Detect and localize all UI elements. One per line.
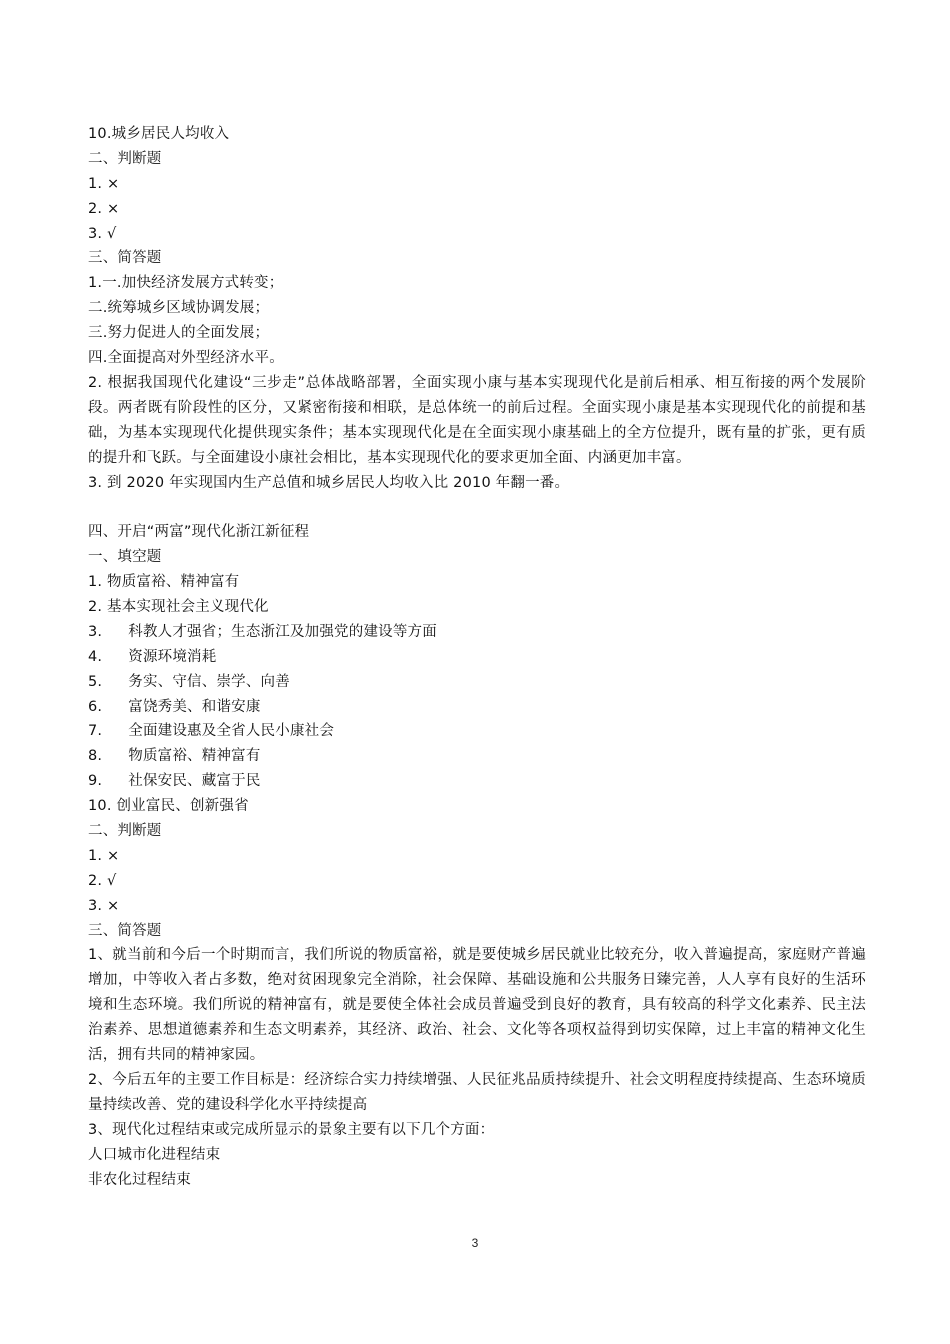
answer-line xyxy=(88,769,866,794)
document-body xyxy=(88,122,866,1192)
answer-line xyxy=(88,620,866,645)
item-text: 资源环境消耗 xyxy=(128,648,217,665)
answer-line xyxy=(88,744,866,769)
answer-line: 四.全面提高对外型经济水平。 xyxy=(88,350,284,367)
item-number: 9. xyxy=(88,773,103,790)
answer-line: 10.城乡居民人均收入 xyxy=(88,126,230,142)
item-text: 科教人才强省；生态浙江及加强党的建设等方面 xyxy=(128,623,437,640)
answer-line: 3、现代化过程结束或完成所显示的景象主要有以下几个方面： xyxy=(88,1121,495,1138)
item-text: 务实、守信、崇学、向善 xyxy=(128,673,290,690)
section-heading: 三、简答题 xyxy=(88,250,162,267)
item-text: 全面建设惠及全省人民小康社会 xyxy=(128,723,335,740)
blank-line xyxy=(88,495,866,520)
answer-line: 二.统筹城乡区域协调发展； xyxy=(88,300,270,317)
answer-line: 三.努力促进人的全面发展； xyxy=(88,325,270,342)
item-text: 富饶秀美、和谐安康 xyxy=(128,698,261,715)
answer-line: 人口城市化进程结束 xyxy=(88,1146,221,1163)
item-text: 社保安民、藏富于民 xyxy=(128,773,261,790)
answer-line: 非农化过程结束 xyxy=(88,1171,191,1188)
answer-line: 1. × xyxy=(88,175,120,192)
section-heading: 一、填空题 xyxy=(88,549,162,566)
answer-line: 3. 到 2020 年实现国内生产总值和城乡居民人均收入比 2010 年翻一番。 xyxy=(88,474,570,491)
item-text: 物质富裕、精神富有 xyxy=(128,748,261,765)
item-number: 8. xyxy=(88,748,103,765)
answer-line: 2. 基本实现社会主义现代化 xyxy=(88,598,269,615)
page-number: 3 xyxy=(471,1236,479,1250)
item-number: 6. xyxy=(88,698,103,715)
answer-line: 2. × xyxy=(88,200,120,217)
answer-line xyxy=(88,670,866,695)
answer-line: 1.一.加快经济发展方式转变； xyxy=(88,275,284,292)
item-number: 5. xyxy=(88,673,103,690)
answer-paragraph: 1、就当前和今后一个时期而言，我们所说的物质富裕，就是要使城乡居民就业比较充分，收入普遍提高，家庭财产普遍增加，中等收入者占多数，绝对贫困现象完全消除，社会保障、基础设施和公共服务日臻完善，人人享有良好的生活环境和生态环境。我们所说的精神富有，就是要使全体社会成员普遍受到良好的教育，具有较高的科学文化素养、民主法治素养、思想道德素养和生态文明素养，其经济、政治、社会、文化等各项权益得到切实保障，过上丰富的精神文化生活，拥有共同的精神家园。 xyxy=(88,947,866,1064)
section-heading: 二、判断题 xyxy=(88,150,162,167)
answer-line: 1. 物质富裕、精神富有 xyxy=(88,574,240,591)
answer-line xyxy=(88,695,866,720)
answer-line: 1. × xyxy=(88,847,120,864)
answer-line: 3. × xyxy=(88,897,120,914)
answer-line xyxy=(88,645,866,670)
section-heading: 三、简答题 xyxy=(88,922,162,939)
item-number: 7. xyxy=(88,723,103,740)
item-number: 4. xyxy=(88,648,103,665)
answer-paragraph: 2、今后五年的主要工作目标是：经济综合实力持续增强、人民征兆品质持续提升、社会文明程度持续提高、生态环境质量持续改善、党的建设科学化水平持续提高 xyxy=(88,1071,866,1113)
answer-line: 3. √ xyxy=(88,225,117,242)
answer-paragraph: 2. 根据我国现代化建设“三步走”总体战略部署，全面实现小康与基本实现现代化是前后相承、相互衔接的两个发展阶段。两者既有阶段性的区分，又紧密衔接和相联，是总体统一的前后过程。全面实现小康是基本实现现代化的前提和基础，为基本实现现代化提供现实条件；基本实现现代化是在全面实现小康基础上的全方位提升，既有量的扩张，更有质的提升和飞跃。与全面建设小康社会相比，基本实现现代化的要求更加全面、内涵更加丰富。 xyxy=(88,374,866,466)
section-heading: 二、判断题 xyxy=(88,823,162,839)
answer-line xyxy=(88,719,866,744)
chapter-title: 四、开启“两富”现代化浙江新征程 xyxy=(88,524,310,541)
answer-line: 2. √ xyxy=(88,872,117,889)
item-number: 3. xyxy=(88,623,103,640)
answer-line: 10. 创业富民、创新强省 xyxy=(88,798,249,815)
